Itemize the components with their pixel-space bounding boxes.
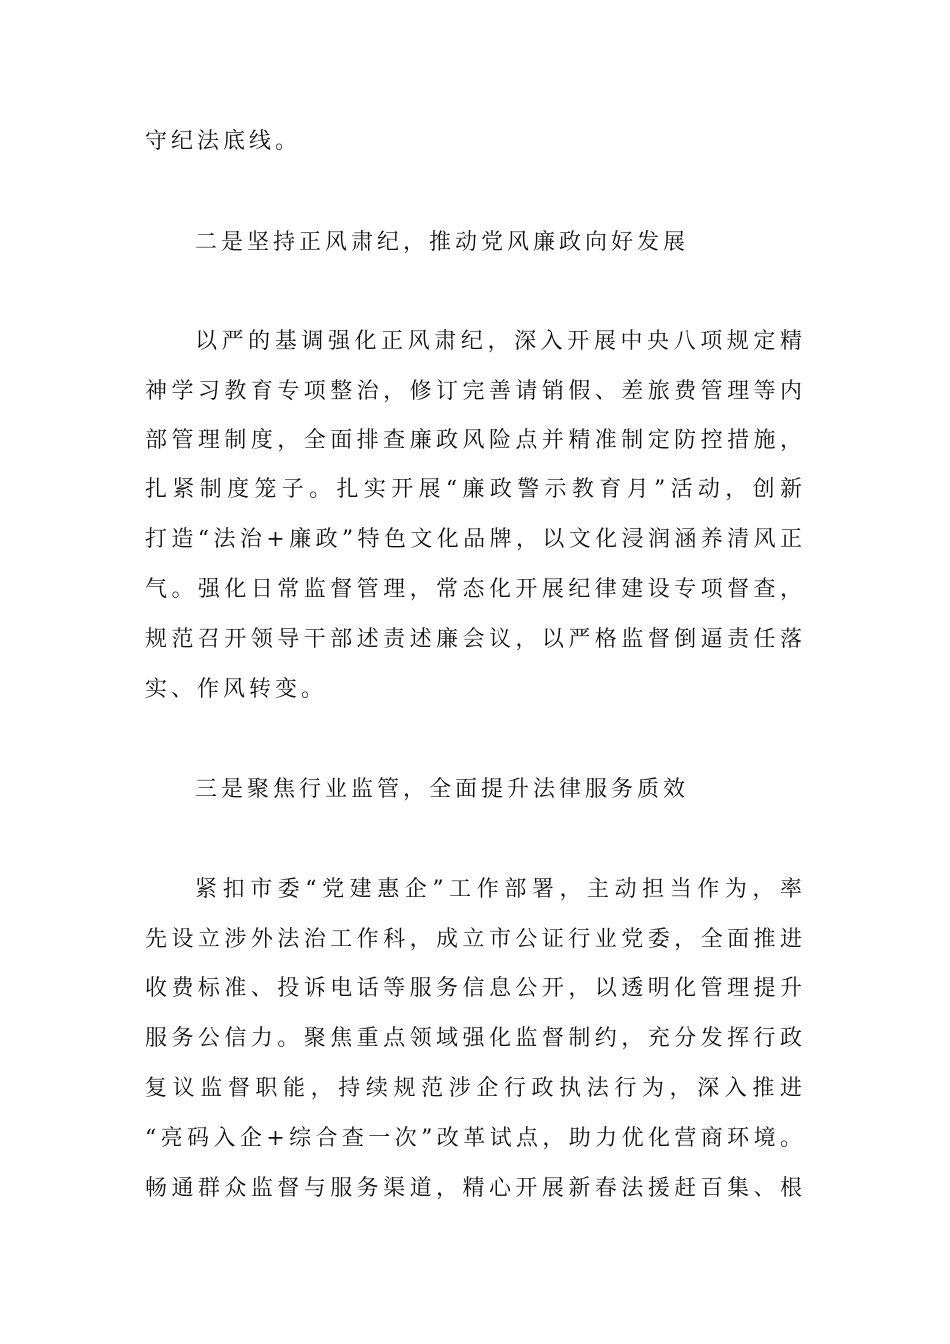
paragraph-line: 部管理制度，全面排查廉政风险点并精准制定防控措施，	[145, 428, 802, 453]
paragraph-line: 扎紧制度笼子。扎实开展“廉政警示教育月”活动，创新	[145, 477, 802, 502]
paragraph-line: 紧扣市委“党建惠企”工作部署，主动担当作为，率	[195, 877, 802, 902]
paragraph-line: 复议监督职能，持续规范涉企行政执法行为，深入推进	[145, 1076, 802, 1101]
paragraph-line: 先设立涉外法治工作科，成立市公证行业党委，全面推进	[145, 927, 802, 952]
section-heading-2: 二是坚持正风肃纪，推动党风廉政向好发展	[195, 230, 690, 255]
paragraph-line: 畅通群众监督与服务渠道，精心开展新春法援赶百集、根	[145, 1176, 802, 1201]
section-heading-3: 三是聚焦行业监管，全面提升法律服务质效	[195, 777, 690, 802]
paragraph-line: “亮码入企+综合查一次”改革试点，助力优化营商环境。	[145, 1126, 802, 1151]
paragraph-line: 实、作风转变。	[145, 677, 328, 702]
paragraph-line: 服务公信力。聚焦重点领域强化监督制约，充分发挥行政	[145, 1026, 802, 1051]
paragraph-line: 气。强化日常监督管理，常态化开展纪律建设专项督查，	[145, 577, 802, 602]
paragraph-tail: 守纪法底线。	[145, 129, 302, 154]
paragraph-line: 打造“法治+廉政”特色文化品牌，以文化浸润涵养清风正	[145, 527, 802, 552]
paragraph-line: 以严的基调强化正风肃纪，深入开展中央八项规定精	[195, 329, 802, 354]
paragraph-line: 规范召开领导干部述责述廉会议，以严格监督倒逼责任落	[145, 627, 802, 652]
paragraph-line: 神学习教育专项整治，修订完善请销假、差旅费管理等内	[145, 379, 802, 404]
paragraph-line: 收费标准、投诉电话等服务信息公开，以透明化管理提升	[145, 976, 802, 1001]
